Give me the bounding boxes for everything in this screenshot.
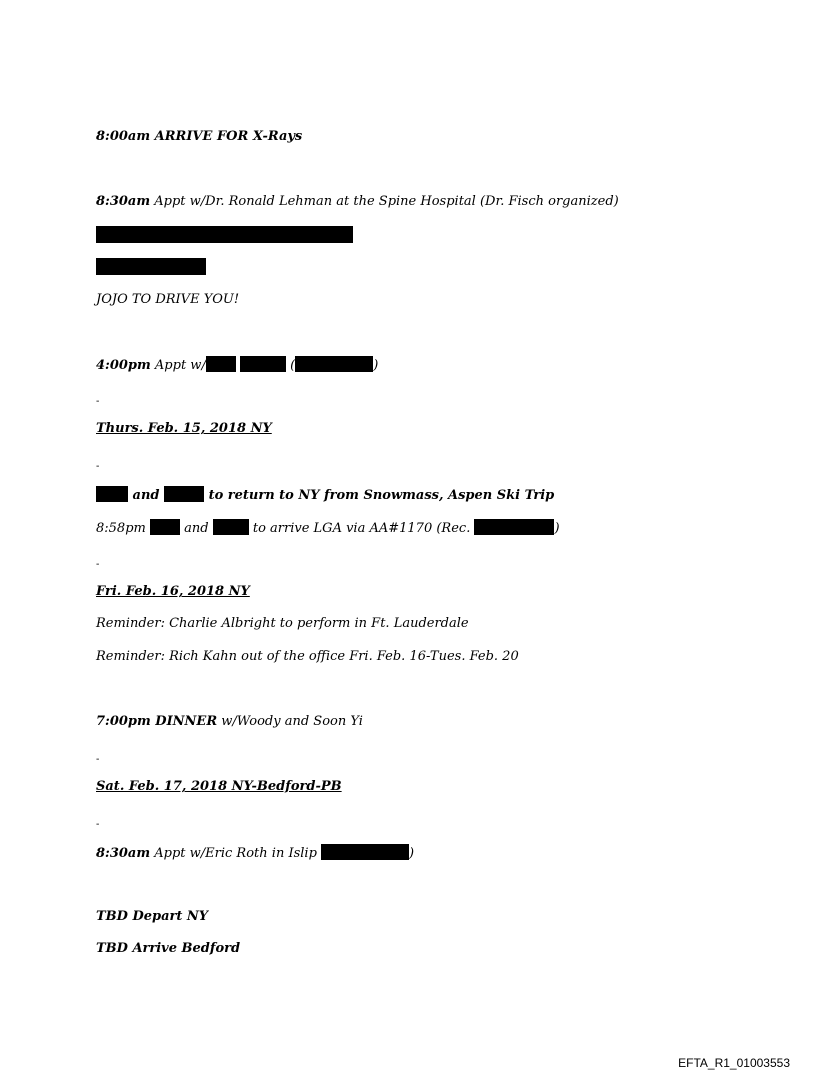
line-appt4: 4:00pm Appt w/ ( ): [96, 358, 379, 373]
redaction: [321, 844, 409, 860]
time: 4:00pm: [96, 358, 151, 373]
redaction: [295, 356, 373, 372]
line-lehman: [96, 194, 619, 210]
redaction: [206, 356, 236, 372]
redaction: [96, 486, 128, 502]
line-depart: TBD Depart NY: [96, 909, 209, 924]
dash: -: [96, 559, 100, 570]
redaction: [240, 356, 286, 372]
text: ARRIVE FOR X-Rays: [154, 129, 303, 144]
document-id: EFTA_R1_01003553: [678, 1056, 790, 1070]
redaction-block: [96, 226, 353, 243]
text: Appt w/: [154, 358, 206, 373]
line-return: and to return to NY from Snowmass, Aspen Ski Trip: [96, 486, 554, 504]
dash: -: [96, 396, 100, 407]
line-arrive: 8:58pm and to arrive LGA via AA#1170 (Rec. ): [96, 521, 560, 536]
dash: -: [96, 754, 100, 765]
line-dinner: 7:00pm DINNER w/Woody and Soon Yi: [96, 714, 363, 729]
line-reminder1: Reminder: Charlie Albright to perform in Ft. Lauderdale: [96, 616, 469, 631]
heading-fri: Fri. Feb. 16, 2018 NY: [96, 584, 250, 599]
heading-thurs: Thurs. Feb. 15, 2018 NY: [96, 421, 272, 436]
redaction: [164, 486, 204, 502]
heading-sat: Sat. Feb. 17, 2018 NY-Bedford-PB: [96, 779, 342, 794]
line-reminder2: Reminder: Rich Kahn out of the office Fri. Feb. 16-Tues. Feb. 20: [96, 649, 519, 664]
line-arrive-bedford: TBD Arrive Bedford: [96, 941, 241, 956]
redaction: [150, 519, 180, 535]
dash: -: [96, 461, 100, 472]
text: Appt w/Dr. Ronald Lehman at the Spine Hospital (Dr. Fisch organized): [154, 194, 619, 209]
dash: -: [96, 819, 100, 830]
line-xray: [96, 129, 302, 145]
redaction: [213, 519, 249, 535]
line-jojo: JOJO TO DRIVE YOU!: [96, 292, 240, 307]
redaction-block: [96, 258, 206, 275]
line-roth: 8:30am Appt w/Eric Roth in Islip ): [96, 846, 415, 861]
redaction: [474, 519, 554, 535]
time: 8:00am: [96, 129, 151, 144]
time: 8:30am: [96, 194, 151, 209]
